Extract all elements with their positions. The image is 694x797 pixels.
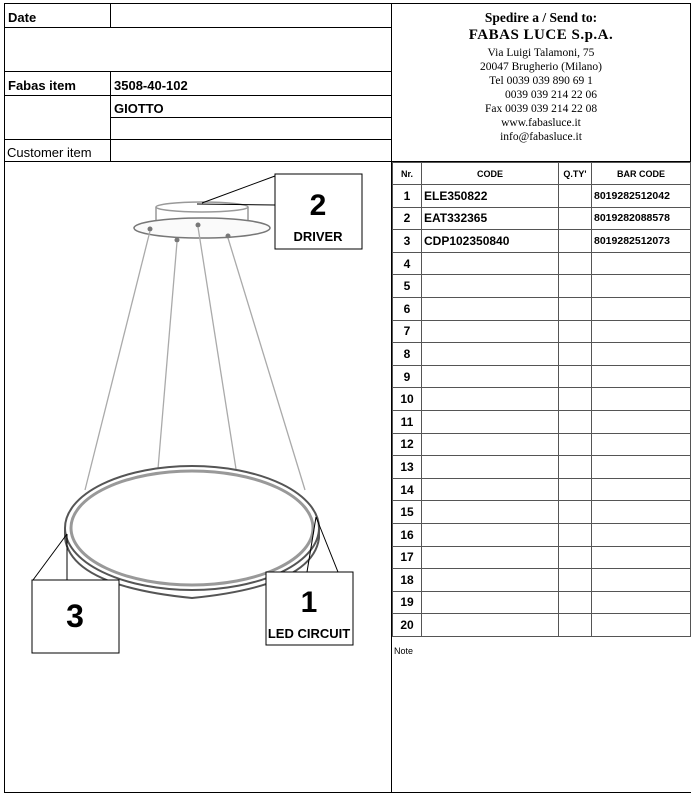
part-qty: [559, 230, 592, 253]
part-qty: [559, 569, 592, 592]
row-number: 4: [393, 252, 422, 275]
item-name: GIOTTO: [114, 101, 164, 116]
address-email: info@fabasluce.it: [500, 131, 582, 143]
part-barcode: 8019282512042: [592, 185, 691, 208]
part-qty: [559, 320, 592, 343]
part-qty: [559, 478, 592, 501]
suspension-cable: [198, 227, 236, 469]
part-qty: [559, 365, 592, 388]
led-ring-inner: [71, 471, 313, 585]
row-line: [4, 139, 392, 140]
row-number: 6: [393, 297, 422, 320]
suspension-anchor: [196, 223, 201, 228]
item-code: 3508-40-102: [114, 78, 188, 93]
frame-bottom: [4, 792, 691, 793]
part-barcode: 8019282088578: [592, 207, 691, 230]
address-street: Via Luigi Talamoni, 75: [487, 47, 595, 59]
table-row: [393, 433, 691, 456]
row-number: 7: [393, 320, 422, 343]
part-barcode: [592, 433, 691, 456]
part-code: EAT332365: [422, 207, 559, 230]
address-tel: Tel 0039 039 890 69 1: [489, 75, 593, 87]
address-fax: Fax 0039 039 214 22 08: [484, 103, 598, 115]
part-code: [422, 297, 559, 320]
part-qty: [559, 614, 592, 637]
part-code: [422, 410, 559, 433]
table-row: [393, 207, 691, 230]
table-row: [393, 275, 691, 298]
suspension-cable: [228, 238, 305, 490]
led-callout-label: LED CIRCUIT: [267, 626, 351, 641]
cable-leader: [33, 534, 67, 580]
part-qty: [559, 591, 592, 614]
part-qty: [559, 501, 592, 524]
part-barcode: [592, 569, 691, 592]
driver-callout-number: 2: [309, 189, 327, 222]
led-callout-number: 1: [300, 586, 318, 619]
part-code: [422, 546, 559, 569]
table-row: [393, 388, 691, 411]
col-header-qty: Q.TY': [559, 163, 592, 185]
table-row: [393, 320, 691, 343]
table-row: [393, 501, 691, 524]
row-line: [4, 95, 112, 96]
row-number: 10: [393, 388, 422, 411]
row-number: 5: [393, 275, 422, 298]
table-row: [393, 523, 691, 546]
part-barcode: [592, 591, 691, 614]
table-row: [393, 456, 691, 479]
part-qty: [559, 546, 592, 569]
part-code: [422, 433, 559, 456]
table-row: [393, 252, 691, 275]
table-row: [393, 343, 691, 366]
customer-item-label: Customer item: [7, 145, 92, 160]
row-number: 12: [393, 433, 422, 456]
suspension-anchor: [226, 234, 231, 239]
row-number: 18: [393, 569, 422, 592]
part-qty: [559, 252, 592, 275]
part-code: [422, 569, 559, 592]
part-code: [422, 320, 559, 343]
table-row: [393, 185, 691, 208]
part-barcode: [592, 546, 691, 569]
row-line: [110, 95, 392, 96]
lamp-diagram: [5, 162, 391, 792]
part-qty: [559, 275, 592, 298]
part-qty: [559, 297, 592, 320]
frame-top: [4, 3, 691, 4]
row-number: 14: [393, 478, 422, 501]
canopy-top: [156, 202, 248, 212]
part-barcode: [592, 478, 691, 501]
part-barcode: [592, 523, 691, 546]
table-row: [393, 410, 691, 433]
row-number: 17: [393, 546, 422, 569]
row-number: 20: [393, 614, 422, 637]
part-code: [422, 365, 559, 388]
part-code: [422, 343, 559, 366]
part-barcode: [592, 501, 691, 524]
col-header-code: CODE: [422, 163, 559, 185]
part-barcode: [592, 388, 691, 411]
row-number: 15: [393, 501, 422, 524]
part-code: [422, 252, 559, 275]
part-barcode: [592, 365, 691, 388]
address-web: www.fabasluce.it: [501, 117, 581, 129]
row-number: 11: [393, 410, 422, 433]
row-number: 13: [393, 456, 422, 479]
col-header-barcode: BAR CODE: [592, 163, 691, 185]
ship-to-heading: Spedire a / Send to:: [484, 10, 598, 25]
row-number: 2: [393, 207, 422, 230]
table-row: [393, 546, 691, 569]
suspension-cable: [158, 242, 177, 469]
parts-table: [392, 162, 691, 637]
part-code: [422, 388, 559, 411]
part-code: [422, 591, 559, 614]
driver-leader: [197, 176, 275, 205]
part-code: [422, 456, 559, 479]
part-barcode: [592, 456, 691, 479]
col-header-nr: Nr.: [393, 163, 422, 185]
part-barcode: 8019282512073: [592, 230, 691, 253]
address-tel-2: 0039 039 214 22 06: [505, 89, 597, 101]
table-row: [393, 569, 691, 592]
left-col-divider: [110, 3, 111, 27]
part-qty: [559, 410, 592, 433]
table-row: [393, 297, 691, 320]
suspension-cable: [85, 231, 150, 490]
parts-table-body: [393, 185, 691, 637]
part-barcode: [592, 320, 691, 343]
table-row: [393, 230, 691, 253]
part-code: [422, 501, 559, 524]
part-code: [422, 523, 559, 546]
part-barcode: [592, 252, 691, 275]
company-name: FABAS LUCE S.p.A.: [468, 27, 614, 43]
led-ring-outer: [65, 466, 319, 590]
part-code: [422, 614, 559, 637]
part-code: ELE350822: [422, 185, 559, 208]
address-city: 20047 Brugherio (Milano): [479, 61, 602, 73]
part-qty: [559, 456, 592, 479]
row-number: 3: [393, 230, 422, 253]
part-qty: [559, 523, 592, 546]
table-row: [393, 591, 691, 614]
row-number: 1: [393, 185, 422, 208]
suspension-anchor: [175, 238, 180, 243]
table-row: [393, 614, 691, 637]
part-barcode: [592, 275, 691, 298]
row-line: [110, 117, 392, 118]
part-qty: [559, 433, 592, 456]
row-number: 9: [393, 365, 422, 388]
cable-callout-number: 3: [66, 598, 84, 634]
part-barcode: [592, 343, 691, 366]
date-label: Date: [8, 10, 37, 25]
table-header-row: [393, 163, 691, 185]
table-row: [393, 478, 691, 501]
part-qty: [559, 343, 592, 366]
suspension-anchor: [148, 227, 153, 232]
row-line: [4, 27, 392, 28]
driver-callout-label: DRIVER: [293, 229, 343, 244]
part-barcode: [592, 410, 691, 433]
frame-right: [690, 3, 691, 161]
part-qty: [559, 185, 592, 208]
part-code: CDP102350840: [422, 230, 559, 253]
row-number: 19: [393, 591, 422, 614]
part-qty: [559, 388, 592, 411]
part-qty: [559, 207, 592, 230]
row-number: 16: [393, 523, 422, 546]
table-row: [393, 365, 691, 388]
row-line: [4, 71, 392, 72]
part-code: [422, 478, 559, 501]
part-barcode: [592, 297, 691, 320]
part-barcode: [592, 614, 691, 637]
canopy-plate: [134, 218, 270, 238]
row-number: 8: [393, 343, 422, 366]
left-col-divider-2: [110, 71, 111, 161]
fabas-item-label: Fabas item: [8, 78, 76, 93]
note-label: Note: [394, 646, 414, 656]
part-code: [422, 275, 559, 298]
